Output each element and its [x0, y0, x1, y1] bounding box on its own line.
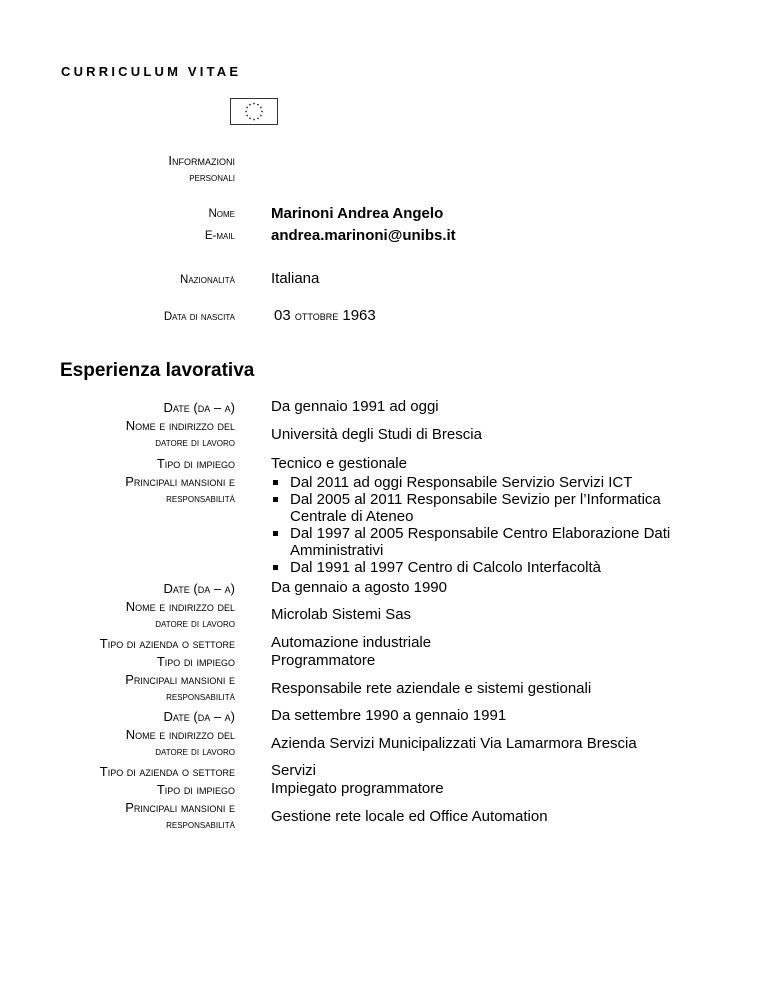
- experience-section-title: Esperienza lavorativa: [60, 360, 255, 381]
- nationality-value: Italiana: [271, 270, 320, 287]
- job1-duties-label-line2: responsabilità: [166, 493, 235, 505]
- job1-duties-label-line1: Principali mansioni e: [125, 474, 235, 489]
- job3-sector: Servizi: [271, 762, 317, 779]
- nationality-label: Nazionalità: [180, 274, 235, 286]
- document-title: CURRICULUM VITAE: [61, 64, 242, 79]
- job3-jobtype: Impiegato programmatore: [271, 780, 444, 797]
- job2-date-label: Date (da – a): [163, 581, 235, 596]
- job1-jobtype: Tecnico e gestionale: [271, 455, 407, 472]
- bullet-square-icon: [273, 531, 278, 536]
- job1-employer-label-line2: datore di lavoro: [155, 437, 235, 449]
- job3-date-label: Date (da – a): [163, 709, 235, 724]
- job2-employer-label-line2: datore di lavoro: [155, 618, 235, 630]
- job1-date-label: Date (da – a): [163, 400, 235, 415]
- bullet-square-icon: [273, 565, 278, 570]
- job2-sector-label: Tipo di azienda o settore: [99, 636, 235, 651]
- personal-info-label-line2: personali: [189, 172, 235, 184]
- job2-duties: Responsabile rete aziendale e sistemi gestionali: [271, 680, 592, 697]
- birth-date-label: Data di nascita: [163, 311, 235, 323]
- job2-employer: Microlab Sistemi Sas: [271, 606, 412, 623]
- job2-employer-label-line1: Nome e indirizzo del: [125, 599, 235, 614]
- job2-date: Da gennaio a agosto 1990: [271, 579, 447, 596]
- job1-employer-label-line1: Nome e indirizzo del: [125, 418, 235, 433]
- job1-jobtype-label: Tipo di impiego: [156, 456, 235, 471]
- email-label: E-mail: [204, 230, 235, 242]
- list-item: Dal 1997 al 2005 Responsabile Centro Elaborazione Dati Amministrativi: [271, 525, 700, 559]
- birth-date-value: [274, 307, 376, 325]
- birth-day: 03: [274, 307, 291, 324]
- job3-duties-label-line1: Principali mansioni e: [125, 800, 235, 815]
- job1-duties-list: [271, 474, 700, 576]
- name-value: Marinoni Andrea Angelo: [271, 205, 444, 222]
- bullet-square-icon: [273, 480, 278, 485]
- job2-duties-label-line2: responsabilità: [166, 691, 235, 703]
- job1-employer: Università degli Studi di Brescia: [271, 426, 482, 443]
- personal-info-label-line1: Informazioni: [168, 153, 235, 168]
- job3-duties-label-line2: responsabilità: [166, 819, 235, 831]
- list-item: Dal 2011 ad oggi Responsabile Servizio Servizi ICT: [271, 474, 700, 491]
- email-value: andrea.marinoni@unibs.it: [271, 227, 456, 244]
- job3-duties: Gestione rete locale ed Office Automation: [271, 808, 548, 825]
- job2-duties-label-line1: Principali mansioni e: [125, 672, 235, 687]
- job3-employer-label-line1: Nome e indirizzo del: [125, 727, 235, 742]
- job3-jobtype-label: Tipo di impiego: [156, 782, 235, 797]
- job2-sector: Automazione industriale: [271, 634, 432, 651]
- birth-year: 1963: [342, 307, 376, 324]
- job3-sector-label: Tipo di azienda o settore: [99, 764, 235, 779]
- job3-employer: Azienda Servizi Municipalizzati Via Lamarmora Brescia: [271, 735, 637, 752]
- job3-employer-label-line2: datore di lavoro: [155, 746, 235, 758]
- eu-stars-icon: [231, 99, 277, 124]
- job3-date: Da settembre 1990 a gennaio 1991: [271, 707, 507, 724]
- job2-jobtype: Programmatore: [271, 652, 376, 669]
- bullet-square-icon: [273, 497, 278, 502]
- job2-jobtype-label: Tipo di impiego: [156, 654, 235, 669]
- eu-flag-logo: [230, 98, 278, 125]
- name-label: Nome: [208, 208, 235, 220]
- birth-month: ottobre: [294, 308, 339, 323]
- list-item: Dal 2005 al 2011 Responsabile Sevizio per l’Informatica Centrale di Ateneo: [271, 491, 700, 525]
- job1-date: Da gennaio 1991 ad oggi: [271, 398, 439, 415]
- list-item: Dal 1991 al 1997 Centro di Calcolo Interfacoltà: [271, 559, 700, 576]
